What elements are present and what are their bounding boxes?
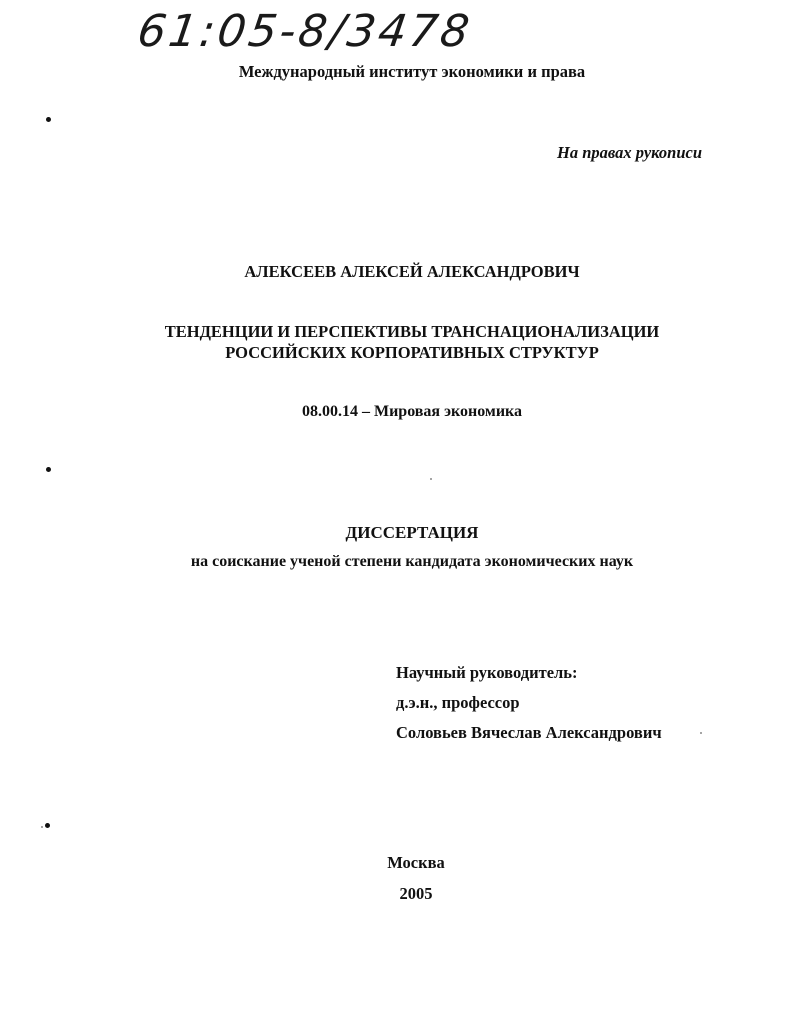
specialty-code: 08.00.14 – Мировая экономика [301, 403, 523, 420]
binding-hole-mark-bottom [45, 823, 50, 828]
degree-description: на соискание ученой степени кандидата экономических наук [190, 553, 634, 570]
binding-hole-mark-middle [46, 467, 51, 472]
year: 2005 [399, 884, 433, 903]
author-name: АЛЕКСЕЕВ АЛЕКСЕЙ АЛЕКСАНДРОВИЧ [244, 262, 580, 281]
scan-speck [430, 478, 432, 480]
binding-hole-mark-top [46, 117, 51, 122]
archive-number-handwritten: 61:05-8/3478 [134, 6, 476, 57]
title-line-1: ТЕНДЕНЦИИ И ПЕРСПЕКТИВЫ ТРАНСНАЦИОНАЛИЗАЦИИ [164, 322, 660, 341]
scan-speck [700, 732, 702, 734]
institute-name: Международный институт экономики и права [238, 62, 586, 81]
manuscript-rights-note: На правах рукописи [557, 143, 702, 162]
scan-speck [41, 826, 43, 828]
advisor-rank: д.э.н., профессор [396, 693, 520, 712]
title-line-2: РОССИЙСКИХ КОРПОРАТИВНЫХ СТРУКТУР [225, 343, 599, 362]
document-type: ДИССЕРТАЦИЯ [345, 523, 479, 542]
city: Москва [387, 853, 445, 872]
advisor-label: Научный руководитель: [396, 663, 578, 682]
advisor-name: Соловьев Вячеслав Александрович [396, 723, 662, 742]
